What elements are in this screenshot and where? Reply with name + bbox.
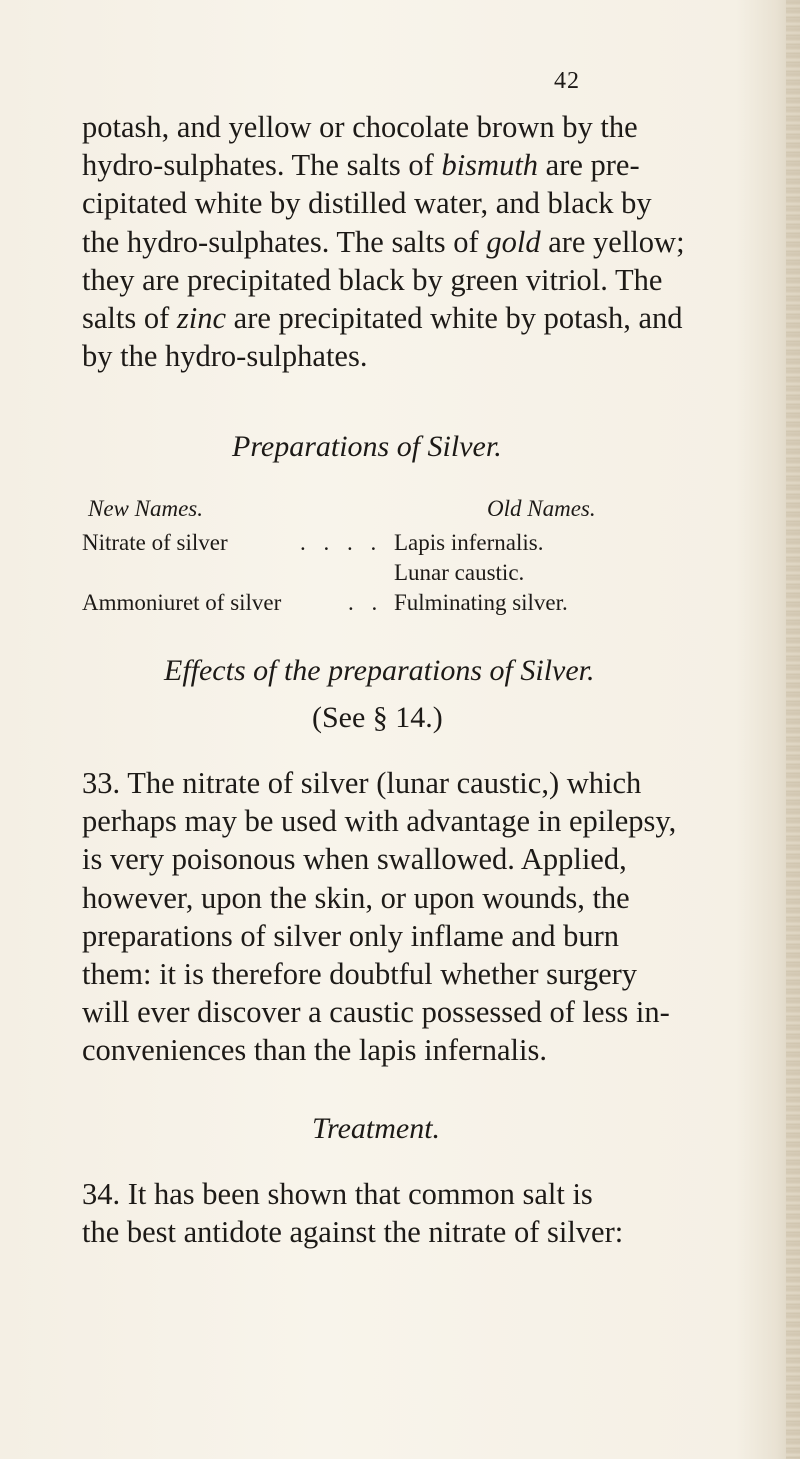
text-line: however, upon the skin, or upon wounds, the xyxy=(82,880,630,915)
text-line: hydro-sulphates. The salts of bismuth are pre- xyxy=(82,148,640,183)
dot-leader: . . . . xyxy=(300,530,383,555)
text-line: potash, and yellow or chocolate brown by the xyxy=(82,110,638,144)
paragraph-continuation xyxy=(82,108,782,375)
text-line: salts of zinc are precipitated white by potash, and xyxy=(82,301,683,336)
dot-leader: . . xyxy=(348,590,384,615)
text-line: 34. It has been shown that common salt is xyxy=(82,1177,593,1211)
old-name-cell: Lapis infernalis. xyxy=(394,530,544,555)
text-line: conveniences than the lapis infernalis. xyxy=(82,1033,547,1068)
column-header-new-names: New Names. xyxy=(88,496,203,521)
text-line: them: it is therefore doubtful whether surgery xyxy=(82,957,638,992)
text-line: will ever discover a caustic possessed of less in- xyxy=(82,995,670,1030)
page-edge-shadow xyxy=(786,0,800,1459)
section-reference: (See § 14.) xyxy=(312,701,443,734)
emphasis-bismuth: bismuth xyxy=(441,148,539,183)
section-heading-preparations: Preparations of Silver. xyxy=(232,430,502,463)
emphasis-gold: gold xyxy=(486,224,541,259)
section-heading-effects: Effects of the preparations of Silver. xyxy=(164,654,595,687)
text-line: preparations of silver only inflame and burn xyxy=(82,918,619,953)
section-heading-treatment: Treatment. xyxy=(312,1112,441,1145)
text-line: they are precipitated black by green vitriol. The xyxy=(82,262,663,297)
table-row xyxy=(82,560,782,590)
column-header-old-names: Old Names. xyxy=(487,496,596,521)
text-line: cipitated white by distilled water, and black by xyxy=(82,186,652,221)
text-line: perhaps may be used with advantage in epilepsy, xyxy=(82,804,677,839)
names-table-header xyxy=(82,496,782,526)
text-line: is very poisonous when swallowed. Applied, xyxy=(82,842,627,877)
paragraph-34 xyxy=(82,1175,782,1251)
table-row xyxy=(82,530,782,560)
text-line: by the hydro-sulphates. xyxy=(82,339,368,374)
old-name-cell: Lunar caustic. xyxy=(394,560,525,585)
new-name-cell: Nitrate of silver xyxy=(82,530,228,555)
text-line: the best antidote against the nitrate of silver: xyxy=(82,1215,624,1250)
new-name-cell: Ammoniuret of silver xyxy=(82,590,282,615)
paragraph-33 xyxy=(82,764,782,1070)
old-name-cell: Fulminating silver. xyxy=(394,590,568,615)
text-line: the hydro-sulphates. The salts of gold are yellow; xyxy=(82,224,685,259)
table-row xyxy=(82,590,782,620)
text-line: 33. The nitrate of silver (lunar caustic,) which xyxy=(82,766,642,800)
emphasis-zinc: zinc xyxy=(176,301,227,336)
page-number: 42 xyxy=(554,68,580,94)
